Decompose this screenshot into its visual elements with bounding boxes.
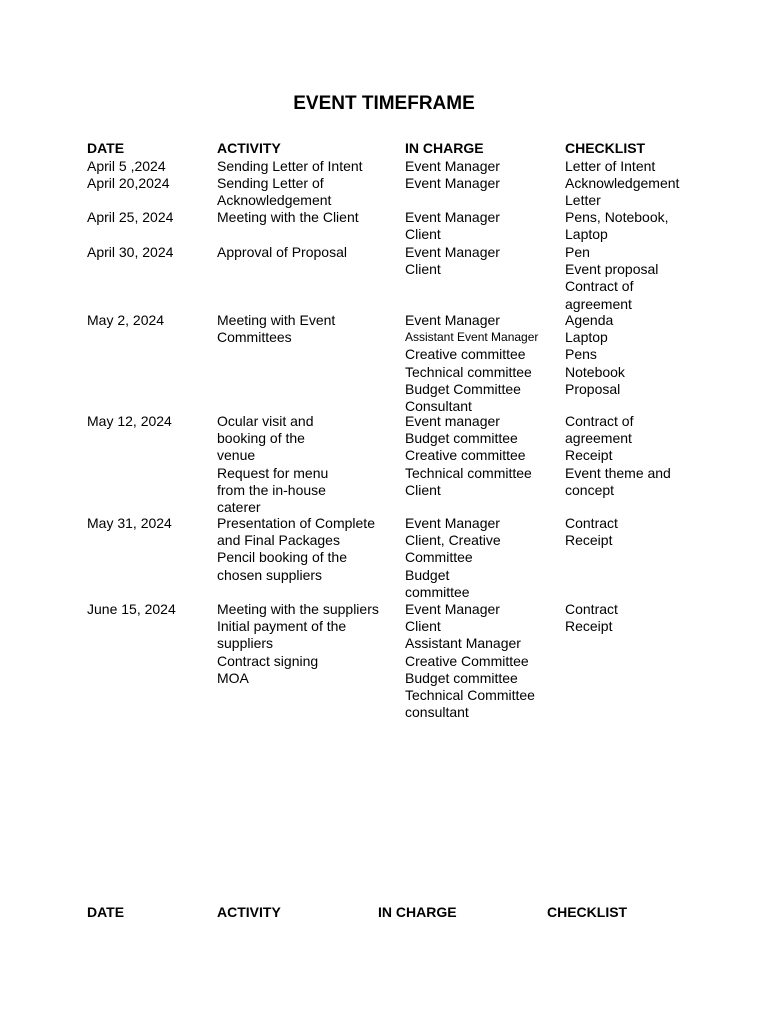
date-cell: June 15, 2024 bbox=[87, 601, 176, 617]
activity-cell bbox=[217, 312, 335, 346]
in-charge-cell-line: Budget committee bbox=[405, 669, 518, 686]
activity-cell-line: Approval of Proposal bbox=[217, 244, 347, 260]
activity-cell-line: Pencil booking of the bbox=[217, 549, 347, 566]
checklist-cell bbox=[565, 209, 669, 243]
checklist-cell-line: Event proposal bbox=[565, 261, 659, 278]
checklist-cell bbox=[565, 158, 655, 175]
checklist-cell-line: Laptop bbox=[565, 226, 608, 243]
in-charge-cell-line: Committee bbox=[405, 549, 473, 566]
activity-cell bbox=[217, 175, 331, 209]
in-charge-cell-line: Event manager bbox=[405, 413, 500, 429]
in-charge-cell-line: Technical Committee bbox=[405, 687, 535, 704]
activity-cell-line: Meeting with the Client bbox=[217, 209, 359, 225]
header-checklist: CHECKLIST bbox=[565, 140, 646, 156]
activity-cell-line: suppliers bbox=[217, 635, 274, 652]
checklist-cell bbox=[565, 413, 671, 499]
in-charge-cell-line: Client bbox=[405, 226, 441, 243]
in-charge-cell bbox=[405, 175, 500, 192]
activity-cell bbox=[217, 515, 375, 584]
in-charge-cell-line: Assistant Manager bbox=[405, 635, 521, 652]
checklist-cell-line: Contract bbox=[565, 515, 618, 531]
in-charge-cell-line: Creative committee bbox=[405, 447, 526, 464]
activity-cell-line: MOA bbox=[217, 669, 249, 686]
checklist-cell-line: agreement bbox=[565, 295, 632, 312]
in-charge-cell-line: Event Manager bbox=[405, 158, 500, 174]
checklist-cell-line: Pens, Notebook, bbox=[565, 209, 669, 225]
checklist-cell bbox=[565, 515, 618, 549]
date-cell: May 2, 2024 bbox=[87, 312, 165, 328]
in-charge-cell bbox=[405, 515, 501, 601]
checklist-cell-line: Letter of Intent bbox=[565, 158, 656, 174]
in-charge-cell-line: committee bbox=[405, 583, 470, 600]
in-charge-cell-line: Event Manager bbox=[405, 515, 500, 531]
checklist-cell-line: Laptop bbox=[565, 329, 608, 346]
checklist-cell-line: Letter bbox=[565, 192, 601, 209]
in-charge-cell bbox=[405, 209, 500, 243]
checklist-cell-line: Receipt bbox=[565, 618, 613, 635]
date-cell: April 25, 2024 bbox=[87, 209, 174, 225]
activity-cell bbox=[217, 158, 363, 175]
in-charge-cell-line: Budget bbox=[405, 566, 450, 583]
activity-cell-line: Meeting with the suppliers bbox=[217, 601, 379, 617]
date-cell: April 20,2024 bbox=[87, 175, 170, 191]
checklist-cell bbox=[565, 601, 618, 635]
in-charge-cell-line: Event Manager bbox=[405, 209, 500, 225]
checklist-cell-line: agreement bbox=[565, 430, 632, 447]
in-charge-cell-line: Budget committee bbox=[405, 430, 518, 447]
in-charge-cell-line: Event Manager bbox=[405, 175, 500, 191]
checklist-cell-line: Pens bbox=[565, 346, 597, 363]
checklist-cell-line: concept bbox=[565, 481, 615, 498]
footer-header-checklist: CHECKLIST bbox=[547, 904, 628, 920]
in-charge-cell bbox=[405, 244, 500, 278]
activity-cell-line: Sending Letter of bbox=[217, 175, 324, 191]
activity-cell-line: from the in-house bbox=[217, 481, 326, 498]
checklist-cell-line: Receipt bbox=[565, 532, 613, 549]
in-charge-cell-line: Technical committee bbox=[405, 363, 532, 380]
in-charge-cell-line: Creative Committee bbox=[405, 652, 529, 669]
in-charge-cell-line: Client bbox=[405, 481, 441, 498]
in-charge-cell-line: Event Manager bbox=[405, 601, 500, 617]
in-charge-cell-line: Client bbox=[405, 261, 441, 278]
activity-cell-line: Request for menu bbox=[217, 464, 329, 481]
activity-cell-line: venue bbox=[217, 447, 256, 464]
page-title: EVENT TIMEFRAME bbox=[293, 93, 475, 114]
checklist-cell-line: Agenda bbox=[565, 312, 614, 328]
activity-cell-line: Committees bbox=[217, 329, 292, 346]
date-cell: April 5 ,2024 bbox=[87, 158, 166, 174]
in-charge-cell-line: consultant bbox=[405, 704, 469, 721]
checklist-cell-line: Pen bbox=[565, 244, 590, 260]
date-cell: May 31, 2024 bbox=[87, 515, 172, 531]
activity-cell-line: Ocular visit and bbox=[217, 413, 314, 429]
in-charge-cell-line: Client bbox=[405, 618, 441, 635]
date-cell: April 30, 2024 bbox=[87, 244, 174, 260]
checklist-cell bbox=[565, 244, 658, 313]
activity-cell-line: Presentation of Complete bbox=[217, 515, 375, 531]
activity-cell-line: caterer bbox=[217, 499, 261, 516]
activity-cell-line: and Final Packages bbox=[217, 532, 340, 549]
activity-cell-line: booking of the bbox=[217, 430, 305, 447]
checklist-cell bbox=[565, 175, 679, 209]
in-charge-cell-line: Technical committee bbox=[405, 464, 532, 481]
checklist-cell-line: Contract bbox=[565, 601, 618, 617]
checklist-cell-line: Notebook bbox=[565, 363, 625, 380]
checklist-cell-line: Acknowledgement bbox=[565, 175, 680, 191]
in-charge-cell-line: Budget Committee bbox=[405, 380, 521, 397]
header-date: DATE bbox=[87, 140, 125, 156]
checklist-cell-line: Proposal bbox=[565, 380, 621, 397]
checklist-cell-line: Event theme and bbox=[565, 464, 671, 481]
checklist-cell bbox=[565, 312, 625, 398]
date-cell: May 12, 2024 bbox=[87, 413, 172, 429]
activity-cell-line: chosen suppliers bbox=[217, 566, 323, 583]
activity-cell-line: Sending Letter of Intent bbox=[217, 158, 363, 174]
in-charge-cell-line: Creative committee bbox=[405, 346, 526, 363]
checklist-cell-line: Contract of bbox=[565, 278, 634, 295]
footer-header-date: DATE bbox=[87, 904, 125, 920]
in-charge-cell-line: Event Manager bbox=[405, 244, 500, 260]
header-in-charge: IN CHARGE bbox=[405, 140, 484, 156]
activity-cell-line: Acknowledgement bbox=[217, 192, 332, 209]
activity-cell bbox=[217, 601, 379, 687]
in-charge-cell-line: Assistant Event Manager bbox=[405, 330, 539, 345]
in-charge-cell-line: Event Manager bbox=[405, 312, 500, 328]
activity-cell-line: Initial payment of the bbox=[217, 618, 347, 635]
header-activity: ACTIVITY bbox=[217, 140, 281, 156]
footer-header-activity: ACTIVITY bbox=[217, 904, 281, 920]
activity-cell-line: Contract signing bbox=[217, 652, 319, 669]
checklist-cell-line: Receipt bbox=[565, 447, 613, 464]
footer-header-in-charge: IN CHARGE bbox=[378, 904, 457, 920]
activity-cell-line: Meeting with Event bbox=[217, 312, 336, 328]
activity-cell bbox=[217, 413, 328, 516]
in-charge-cell bbox=[405, 312, 538, 415]
in-charge-cell bbox=[405, 158, 500, 175]
in-charge-cell bbox=[405, 601, 535, 721]
in-charge-cell-line: Consultant bbox=[405, 398, 472, 415]
activity-cell bbox=[217, 209, 359, 226]
in-charge-cell-line: Client, Creative bbox=[405, 532, 501, 549]
checklist-cell-line: Contract of bbox=[565, 413, 634, 429]
activity-cell bbox=[217, 244, 347, 261]
in-charge-cell bbox=[405, 413, 532, 499]
